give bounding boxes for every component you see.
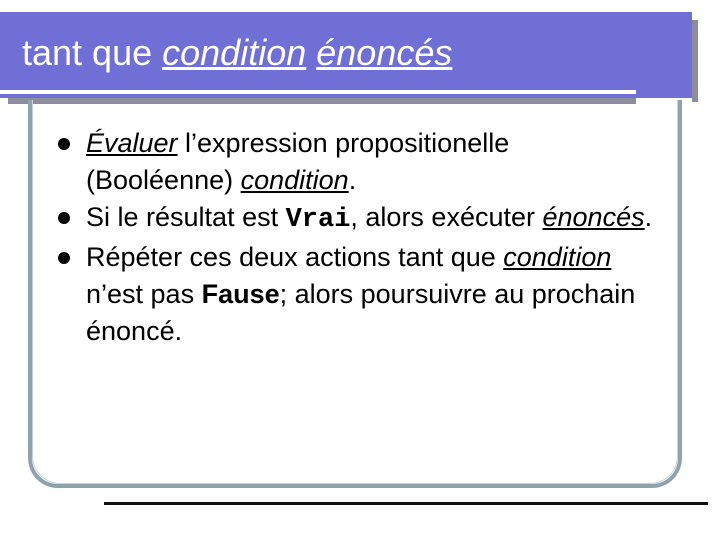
bullet-1-text: l’expression propositionelle (Booléenne) <box>86 128 510 195</box>
bullet-2-end: . <box>644 202 653 232</box>
title-space <box>306 32 316 73</box>
bullet-item-repeat <box>58 239 658 350</box>
bullet-3-text: Répéter ces deux actions tant que <box>86 242 504 272</box>
title-statements: énoncés <box>316 32 453 73</box>
bullet-item-evaluate <box>58 125 658 199</box>
bullet-icon <box>58 252 70 264</box>
bullet-icon <box>58 138 70 150</box>
bullet-2-text: Si le résultat est <box>86 202 286 232</box>
title-divider <box>0 90 636 94</box>
bullet-3-end: ; alors poursuivre au prochain énoncé. <box>86 279 636 346</box>
bullet-2-text-2: , alors exécuter <box>350 202 543 232</box>
title-bar-shadow-right <box>692 20 698 102</box>
bullet-3-condition: condition <box>503 242 612 272</box>
bullet-icon <box>58 212 70 224</box>
bullet-3-text-2: n’est pas <box>86 279 202 309</box>
bullet-1-condition: condition <box>240 165 349 195</box>
title-condition: condition <box>162 32 307 73</box>
title-plain: tant que <box>22 32 163 73</box>
footer-rule <box>104 502 708 505</box>
bullet-2-true: Vrai <box>285 205 351 235</box>
slide-title <box>22 32 452 74</box>
bullet-2-statements: énoncés <box>542 202 645 232</box>
bullet-1-verb: Évaluer <box>86 128 178 158</box>
bullet-item-if-true <box>58 199 658 239</box>
bullet-list <box>58 125 658 350</box>
bullet-3-false: Fause <box>201 279 280 309</box>
bullet-1-end: . <box>348 165 357 195</box>
